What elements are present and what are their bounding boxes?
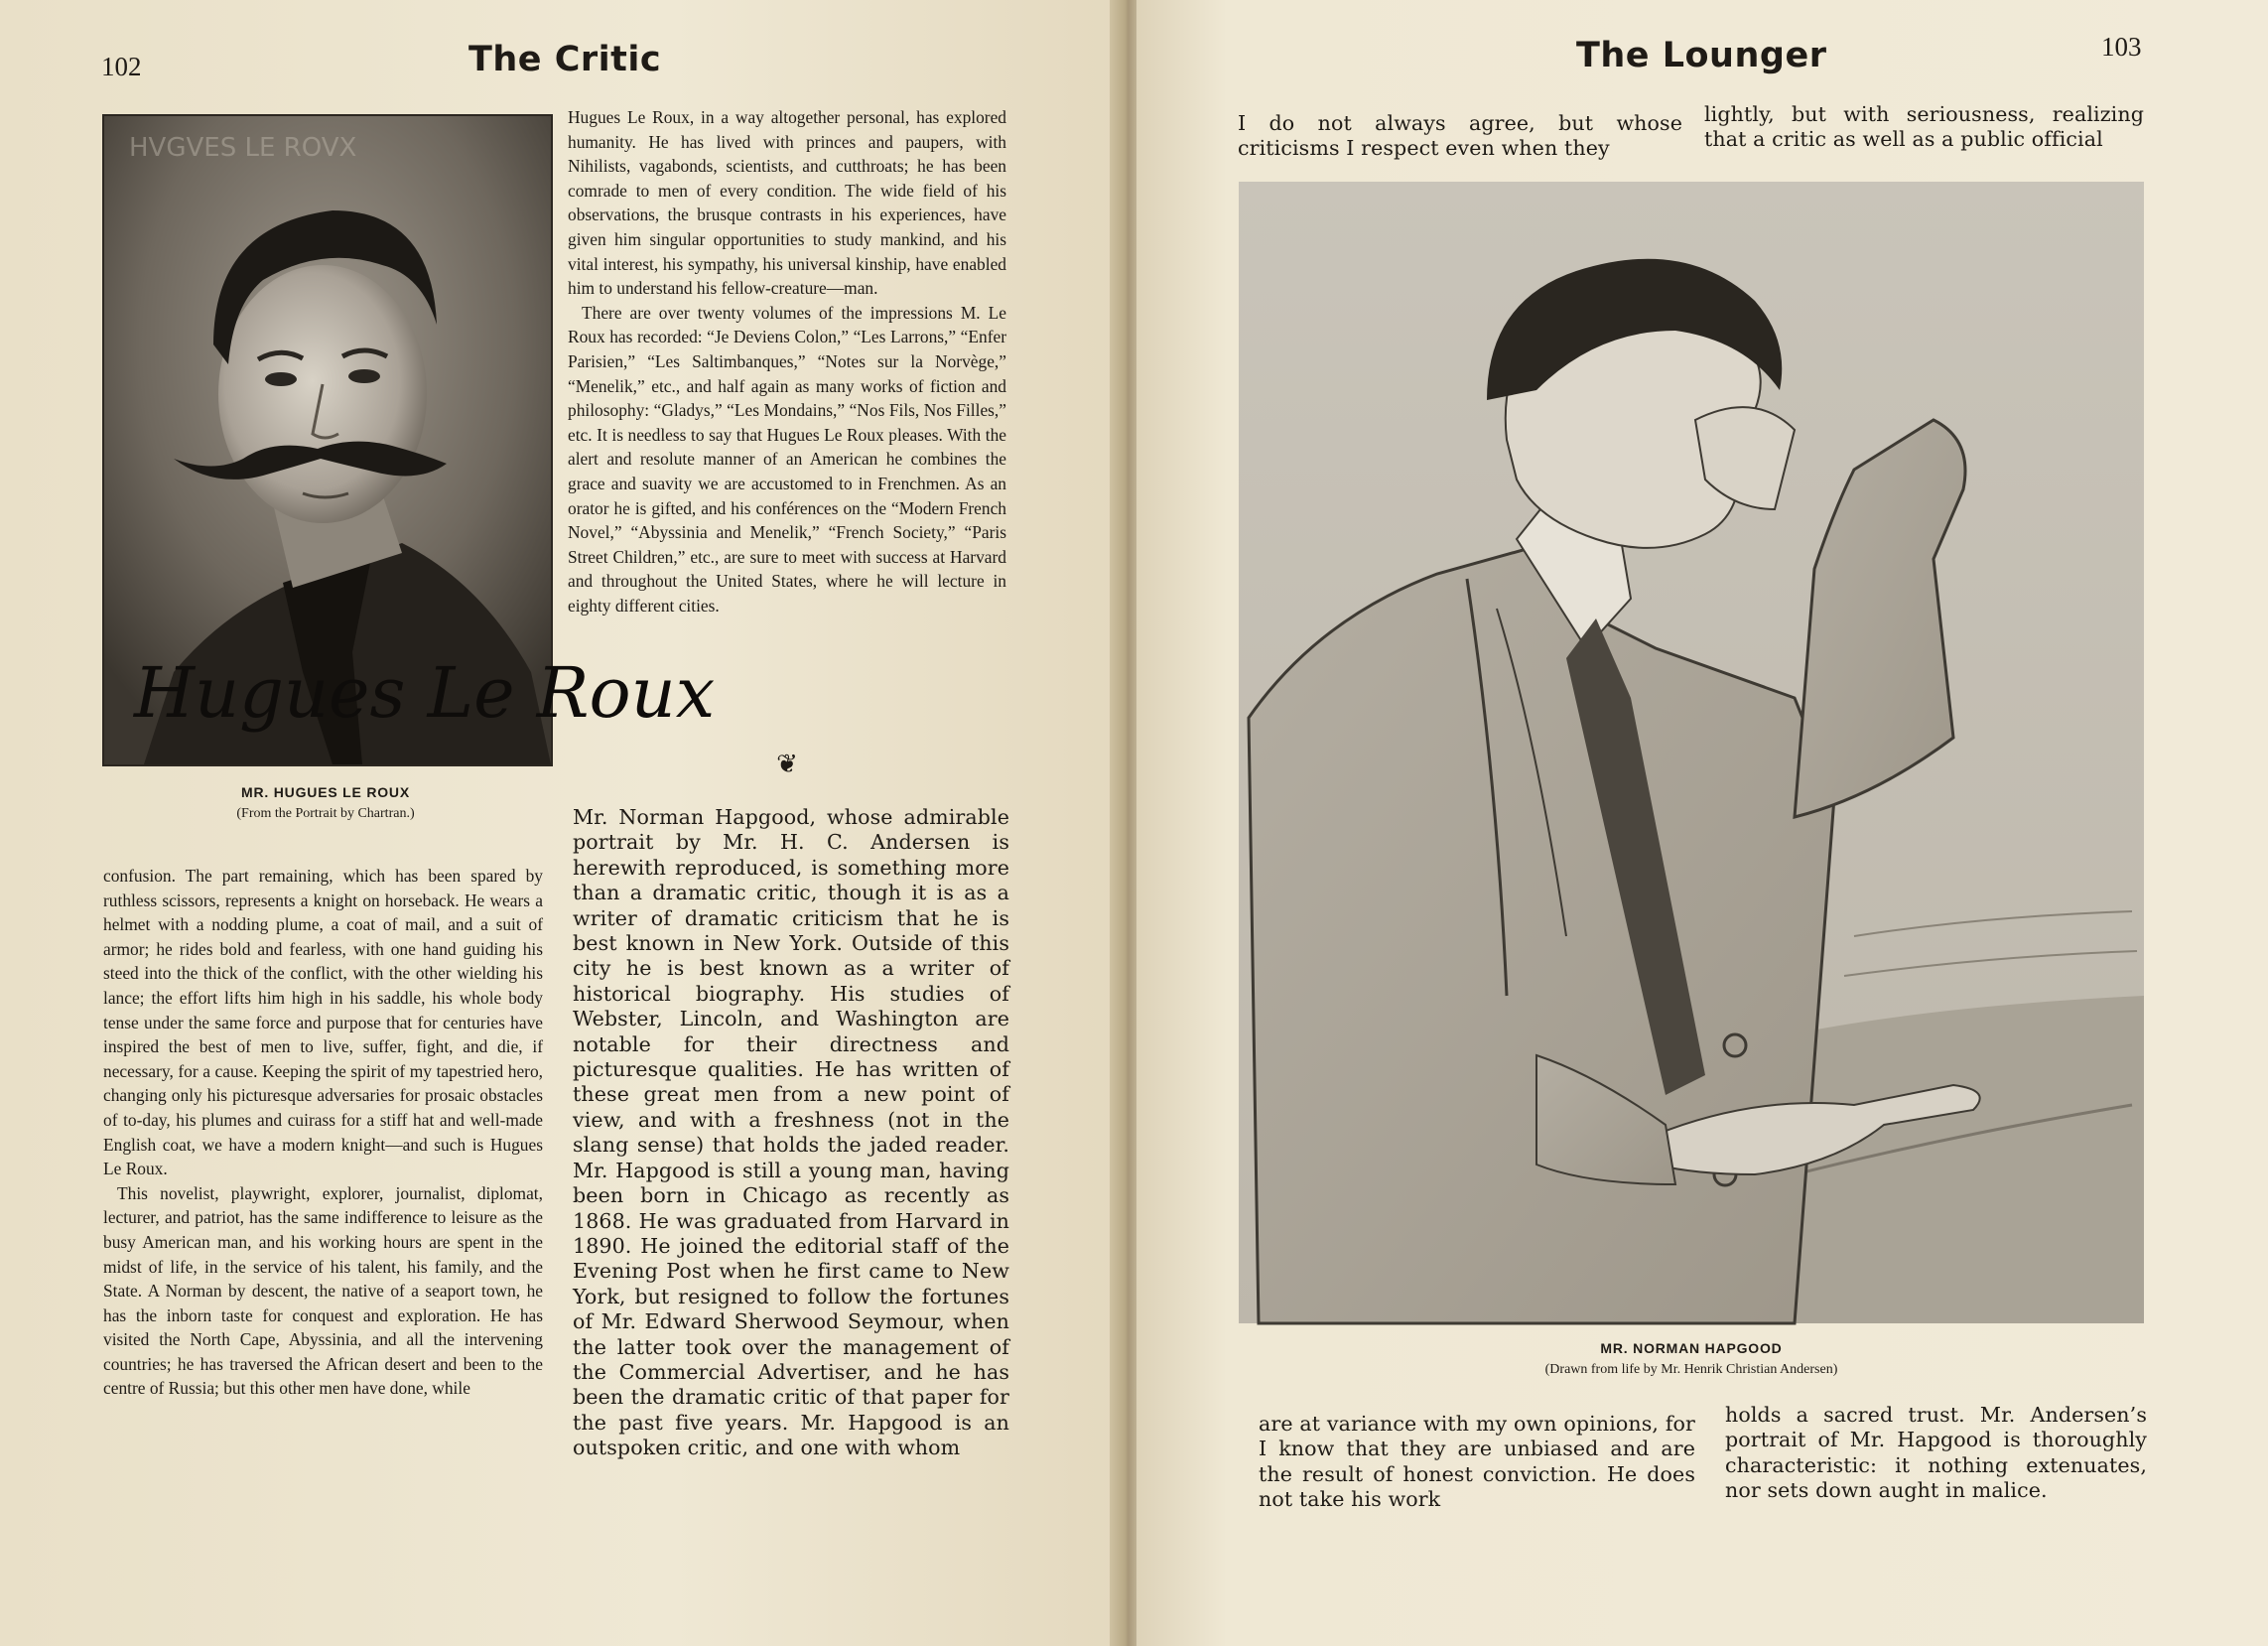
- portrait-caption-source: (Drawn from life by Mr. Henrik Christian Andersen): [1544, 1362, 1838, 1377]
- portrait-illustration: [1239, 182, 2144, 1323]
- paragraph: Hugues Le Roux, in a way altogether personal, has explored humanity. He has lived with princes and paupers, with Nihilists, vagabonds, scientists, and cutthroats; he has been comrade to men of every condition. The wide field of his observations, the brusque contrasts in his experiences, have given him singular opportunities to study mankind, and his vital interest, his sympathy, his universal kinship, have enabled him to understand his fellow-creature—man.: [568, 107, 1006, 299]
- portrait-caption-source: (From the Portrait by Chartran.): [236, 806, 415, 821]
- paragraph: This novelist, playwright, explorer, journalist, diplomat, lecturer, and patriot, has the same indifference to leisure as the busy American man, and his working hours are spent in the midst of life, in the service of his talent, his family, and the State. A Norman by descent, the native of a seaport town, he has the inborn taste for conquest and exploration. He has visited the North Cape, Abyssinia, and all the intervening countries; he has traversed the African desert and been to the centre of Russia; but this other men have done, while: [103, 1182, 543, 1399]
- portrait-caption-title: MR. HUGUES LE ROUX: [241, 784, 410, 800]
- portrait-illustration: [104, 116, 716, 764]
- column-2-text: [568, 105, 1006, 617]
- bottom-column-2: holds a sacred trust. Mr. Andersen’s portrait of Mr. Hapgood is thoroughly characteristic: it nothing extenuates, nor sets down aught in malice.: [1725, 1403, 2147, 1503]
- bottom-column-1: are at variance with my own opinions, for I know that they are unbiased and are the result of honest conviction. He does not take his work: [1259, 1412, 1695, 1512]
- running-head: The Critic: [468, 40, 662, 79]
- running-head: The Lounger: [1576, 36, 1827, 75]
- right-page: [1136, 0, 2268, 1646]
- top-column-2: lightly, but with seriousness, realizing that a critic as well as a public official: [1704, 102, 2144, 152]
- portrait-plate-hapgood: [1239, 182, 2144, 1323]
- svg-text:HVGVES LE ROVX: HVGVES LE ROVX: [129, 133, 357, 163]
- page-number: 103: [2101, 32, 2142, 62]
- hapgood-article-text: Mr. Norman Hapgood, whose admirable portrait by Mr. H. C. Andersen is herewith reproduced, is something more than a dramatic critic, though it is as a writer of dramatic criticism that he is best known in New York. Outside of this city he is best known as a writer of historical biography. His studies of Webster, Lincoln, and Washington are notable for their directness and picturesque qualities. He has written of these great men from a new point of view, and with a freshness (not in the slang sense) that holds the jaded reader. Mr. Hapgood is still a young man, having been born in Chicago as recently as 1868. He was graduated from Harvard in 1890. He joined the editorial staff of the Evening Post when he first came to New York, but resigned to follow the fortunes of Mr. Edward Sherwood Seymour, when the latter took over the management of the Commercial Advertiser, and he has been the dramatic critic of that paper for the past five years. Mr. Hapgood is an outspoken critic, and one with whom: [573, 805, 1009, 1460]
- paragraph: There are over twenty volumes of the impressions M. Le Roux has recorded: “Je Deviens Colon,” “Les Larrons,” “Enfer Parisien,” “Les Saltimbanques,” “Notes sur la Norvège,” “Menelik,” etc., and half again as many works of fiction and philosophy: “Gladys,” “Les Mondains,” “Nos Fils, Nos Filles,” etc. It is needless to say that Hugues Le Roux pleases. With the alert and resolute manner of an American he combines the grace and suavity we are accustomed to in Frenchmen. As an orator he is gifted, and his conférences on the “Modern French Novel,” “Abyssinia and Menelik,” “French Society,” “Paris Street Children,” etc., are sure to meet with success at Harvard and throughout the United States, where he will lecture in eighty different cities.: [568, 302, 1006, 616]
- portrait-caption-title: MR. NORMAN HAPGOOD: [1600, 1340, 1783, 1356]
- signature-graphic: Hugues Le Roux: [134, 652, 716, 734]
- section-ornament: ❦: [776, 750, 798, 779]
- top-column-1: I do not always agree, but whose criticisms I respect even when they: [1238, 111, 1682, 161]
- column-1-text: [103, 864, 543, 1401]
- paragraph: confusion. The part remaining, which has been spared by ruthless scissors, represents a knight on horseback. He wears a helmet with a nodding plume, a coat of mail, and a suit of armor; he rides bold and fearless, with one hand guiding his steed into the thick of the conflict, with the other wielding his lance; the effort lifts him high in his saddle, his whole body tense under the same force and purpose that for centuries have inspired the best of men to live, suffer, fight, and die, if necessary, for a cause. Keeping the spirit of my tapestried hero, changing only his picturesque adversaries for prosaic obstacles of to-day, his plumes and cuirass for a stiff hat and well-made English coat, we have a modern knight—and such is Hugues Le Roux.: [103, 866, 543, 1179]
- portrait-plate-le-roux: [102, 114, 716, 766]
- page-number: 102: [101, 52, 142, 81]
- left-page: [0, 0, 1117, 1646]
